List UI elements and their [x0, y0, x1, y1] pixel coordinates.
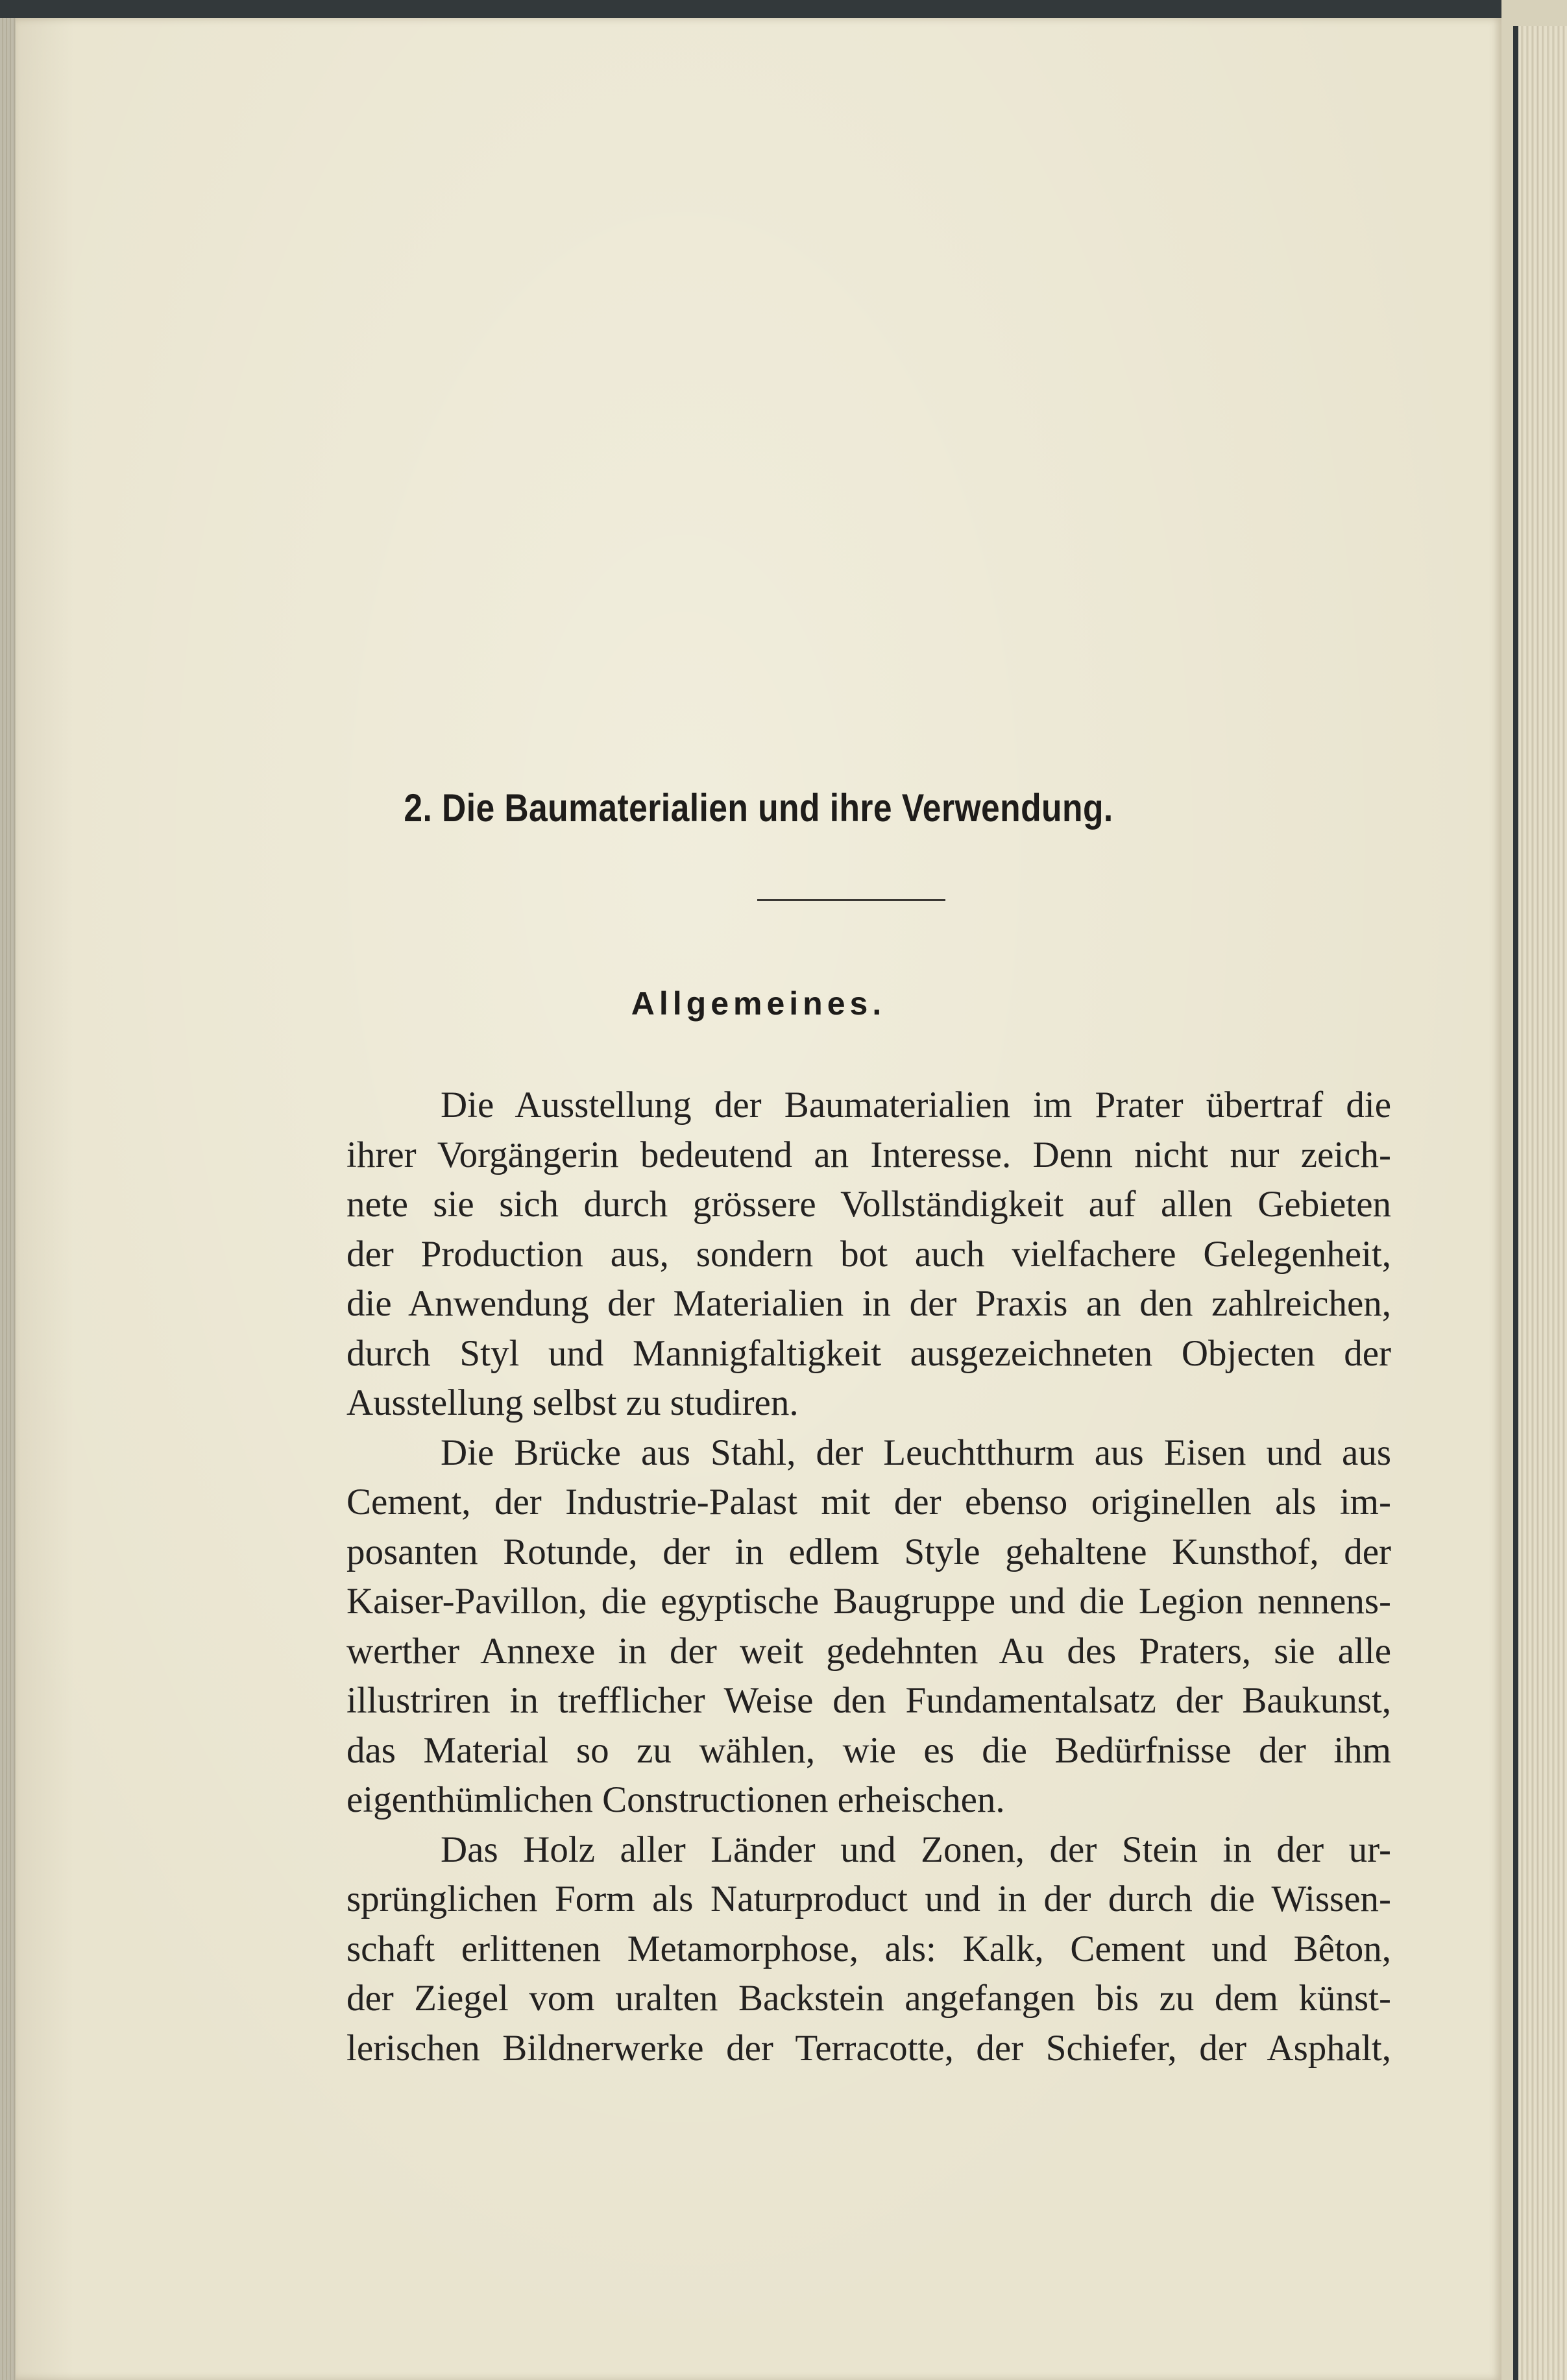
book-page [16, 18, 1501, 2380]
text-line: illustriren in trefflicher Weise den Fundamentalsatz der Baukunst, [346, 1680, 1391, 1721]
text-line: die Anwendung der Materialien in der Praxis an den zahlreichen, [346, 1283, 1391, 1324]
paragraph [346, 1081, 1391, 1428]
chapter-title: 2. Die Baumaterialien und ihre Verwendung. [404, 786, 1113, 830]
text-line: Die Brücke aus Stahl, der Leuchtthurm aus Eisen und aus [441, 1432, 1391, 1473]
text-line: werther Annexe in der weit gedehnten Au des Praters, sie alle [346, 1630, 1391, 1672]
paragraph [346, 1428, 1391, 1825]
body-text [346, 1081, 1391, 2073]
text-line: Die Ausstellung der Baumaterialien im Prater übertraf die [441, 1085, 1391, 1125]
text-line: Das Holz aller Länder und Zonen, der Stein in der ur- [441, 1829, 1391, 1870]
text-line: durch Styl und Mannigfaltigkeit ausgezeichneten Objecten der [346, 1332, 1391, 1374]
text-line: der Ziegel vom uralten Backstein angefangen bis zu dem künst- [346, 1978, 1391, 2019]
text-line: ihrer Vorgängerin bedeutend an Interesse. Denn nicht nur zeich- [346, 1134, 1391, 1175]
section-title: Allgemeines. [631, 985, 886, 1022]
divider-rule [757, 899, 945, 901]
page-leaves [1518, 26, 1567, 2380]
text-line: eigenthümlichen Constructionen erheischen. [346, 1779, 1005, 1820]
text-line: das Material so zu wählen, wie es die Bedürfnisse der ihm [346, 1729, 1391, 1771]
text-line: Cement, der Industrie-Palast mit der ebenso originellen als im- [346, 1482, 1391, 1522]
book-binding [1513, 26, 1518, 2380]
paragraph [346, 1825, 1391, 2074]
text-line: Kaiser-Pavillon, die egyptische Baugruppe und die Legion nennens- [346, 1581, 1391, 1622]
text-line: sprünglichen Form als Naturproduct und in der durch die Wissen- [346, 1879, 1391, 1919]
text-line: der Production aus, sondern bot auch vielfachere Gelegenheit, [346, 1233, 1391, 1275]
page-edge-stack-right [1501, 0, 1567, 2380]
text-line: nete sie sich durch grössere Vollständigkeit auf allen Gebieten [346, 1184, 1391, 1225]
text-line: schaft erlittenen Metamorphose, als: Kalk, Cement und Bêton, [346, 1928, 1391, 1969]
text-line: lerischen Bildnerwerke der Terracotte, der Schiefer, der Asphalt, [346, 2027, 1391, 2069]
text-line: Ausstellung selbst zu studiren. [346, 1382, 799, 1423]
text-line: posanten Rotunde, der in edlem Style gehaltene Kunsthof, der [346, 1531, 1391, 1572]
